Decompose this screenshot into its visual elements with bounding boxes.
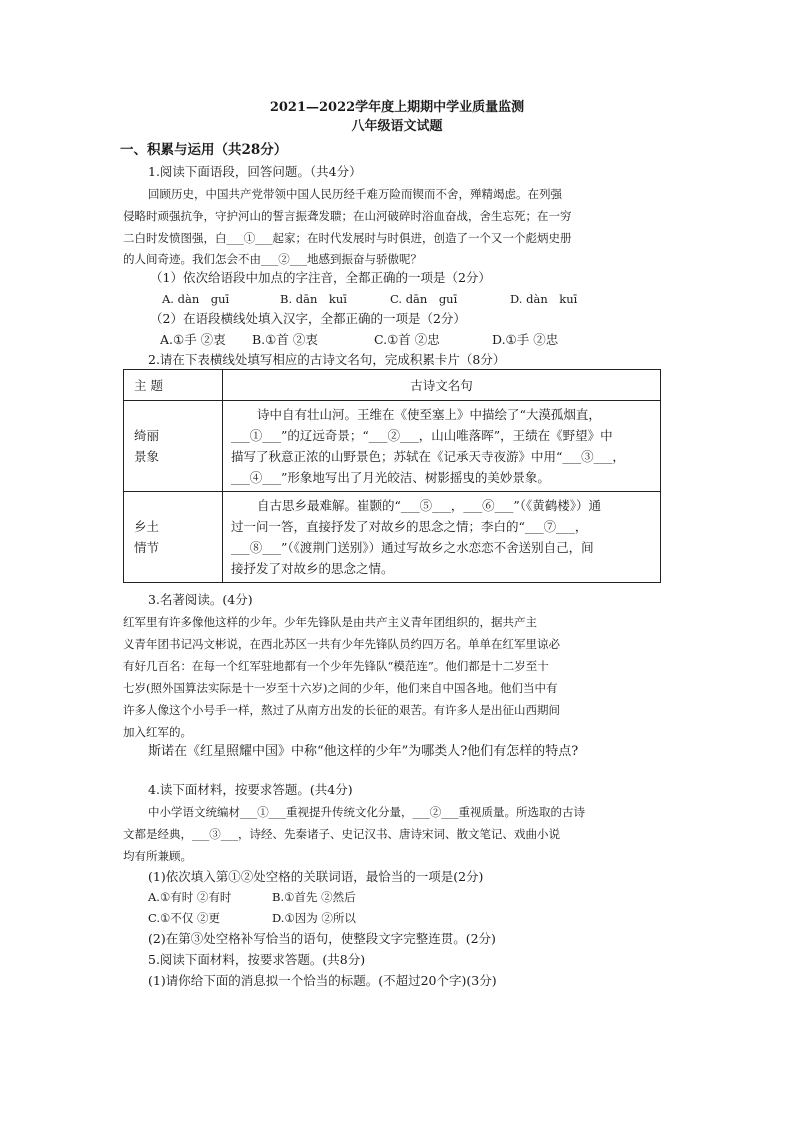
theme-label: 乡土 xyxy=(134,519,160,534)
poem-line: 诗中自有壮山河。王维在《使至塞上》中描绘了“大漠孤烟直， xyxy=(257,407,601,422)
q5-prompt: 5.阅读下面材料，按要求答题。(共8分) xyxy=(148,952,366,967)
q3-passage-line: 七岁(照外国算法实际是十一岁至十六岁)之间的少年，他们来自中国各地。他们当中有 xyxy=(123,681,558,695)
q5-sub1: (1)请你给下面的消息拟一个恰当的标题。(不超过20个字)(3分) xyxy=(148,973,497,988)
accumulation-card-table xyxy=(123,369,661,583)
poem-line: ___①___”的辽远奇景；“___②___，山山唯落晖”，王绩在《野望》中 xyxy=(231,428,613,443)
q3-passage-line: 加入红军的。 xyxy=(123,725,192,739)
q3-question: 斯诺在《红星照耀中国》中称“他这样的少年”为哪类人?他们有怎样的特点? xyxy=(148,744,579,759)
theme-label: 景象 xyxy=(134,449,160,464)
q4-passage-line: 中小学语文统编材___①___重视提升传统文化分量，___②___重视质量。所选取的古诗 xyxy=(148,805,585,819)
option-c: C. dān guī xyxy=(390,292,458,306)
poem-cell xyxy=(223,401,661,492)
poem-cell xyxy=(223,492,661,583)
q3-passage-line: 有好几百名：在每一个红军驻地都有一个少年先锋队“模范连”。他们都是十二岁至十 xyxy=(123,659,549,673)
q1-passage-line: 的人间奇迹。我们怎会不由___②___地感到振奋与骄傲呢？ xyxy=(123,252,422,266)
option-a: A. dàn guī xyxy=(162,292,230,306)
option-c: C.①首 ②忠 xyxy=(374,332,440,347)
q1-passage-line: 回顾历史，中国共产党带领中国人民历经千难万险而锲而不舍，殚精竭虑。在列强 xyxy=(148,187,562,201)
poem-line: ___⑧___”（《渡荆门送别》）通过写故乡之水恋恋不舍送别自己，间 xyxy=(231,540,594,555)
option-d: D. dàn kuī xyxy=(510,292,578,306)
q1-sub1-options xyxy=(162,291,577,307)
q3-prompt: 3.名著阅读。(4分) xyxy=(148,592,253,607)
q1-passage-line: 二白时发愤图强，白___①___起家；在时代发展时与时俱进，创造了一个又一个彪炳史册 xyxy=(123,231,572,245)
poem-line: 自古思乡最难解。崔颢的“___⑤___，___⑥___”（《黄鹤楼》）通 xyxy=(257,498,602,513)
q3-passage-line: 红军里有许多像他这样的少年。少年先锋队是由共产主义青年团组织的，据共产主 xyxy=(123,615,537,629)
q1-sub1: （1）依次给语段中加点的字注音，全都正确的一项是（2分） xyxy=(150,270,491,285)
q1-sub2-options xyxy=(160,332,558,348)
exam-subtitle: 八年级语文试题 xyxy=(351,119,443,134)
q1-prompt: 1.阅读下面语段，回答问题。（共4分） xyxy=(148,164,362,179)
table-header-row xyxy=(124,370,661,401)
theme-cell xyxy=(124,401,223,492)
option-a: A.①有时 ②有时 xyxy=(148,890,232,904)
option-b: B.①首先 ②然后 xyxy=(272,890,356,904)
table-row xyxy=(124,492,661,583)
exam-title: 2021—2022学年度上期期中学业质量监测 xyxy=(269,100,525,115)
q3-passage-line: 许多人像这个小号手一样，熬过了从南方出发的长征的艰苦。有许多人是出征山西期间 xyxy=(123,703,560,717)
poem-line: 过一问一答，直接抒发了对故乡的思念之情；李白的“___⑦___， xyxy=(231,519,588,534)
q4-prompt: 4.读下面材料，按要求答题。(共4分) xyxy=(148,782,353,797)
theme-label: 情节 xyxy=(134,540,160,555)
header-theme: 主 题 xyxy=(124,370,223,401)
option-b: B. dān kuī xyxy=(280,292,347,306)
section-heading: 一、积累与运用（共28分） xyxy=(120,142,288,158)
poem-line: 接抒发了对故乡的思念之情。 xyxy=(231,561,394,576)
theme-label: 绮丽 xyxy=(134,428,160,443)
q4-sub1: (1)依次填入第①②处空格的关联词语，最恰当的一项是(2分) xyxy=(148,869,484,884)
q4-options-row xyxy=(148,889,356,905)
q4-sub2: (2)在第③处空格补写恰当的语句，使整段文字完整连贯。(2分) xyxy=(148,931,496,946)
option-a: A.①手 ②衷 xyxy=(160,332,226,347)
q3-passage-line: 义青年团书记冯文彬说，在西北苏区一共有少年先锋队员约四万名。单单在红军里谅必 xyxy=(123,637,560,651)
option-d: D.①因为 ②所以 xyxy=(272,911,356,925)
theme-cell xyxy=(124,492,223,583)
q2-prompt: 2.请在下表横线处填写相应的古诗文名句，完成积累卡片（8分） xyxy=(148,352,506,367)
q4-options-row xyxy=(148,910,356,926)
option-d: D.①手 ②忠 xyxy=(492,332,559,347)
table-row xyxy=(124,401,661,492)
poem-line: 描写了秋意正浓的山野景色；苏轼在《记承天寺夜游》中用“___③___， xyxy=(231,449,625,464)
q4-passage-line: 均有所兼顾。 xyxy=(123,849,192,863)
q4-passage-line: 文都是经典，___③___，诗经、先秦诸子、史记汉书、唐诗宋词、散文笔记、戏曲小说 xyxy=(123,827,560,841)
header-poem: 古诗文名句 xyxy=(223,370,661,401)
option-c: C.①不仅 ②更 xyxy=(148,911,221,925)
q1-sub2: （2）在语段横线处填入汉字，全都正确的一项是（2分） xyxy=(150,311,466,326)
option-b: B.①首 ②衷 xyxy=(252,332,318,347)
q1-passage-line: 侵略时顽强抗争，守护河山的誓言振聋发聩；在山河破碎时浴血奋战，舍生忘死；在一穷 xyxy=(123,209,572,223)
poem-line: ___④___”形象地写出了月光皎洁、树影摇曳的美妙景象。 xyxy=(231,470,550,485)
